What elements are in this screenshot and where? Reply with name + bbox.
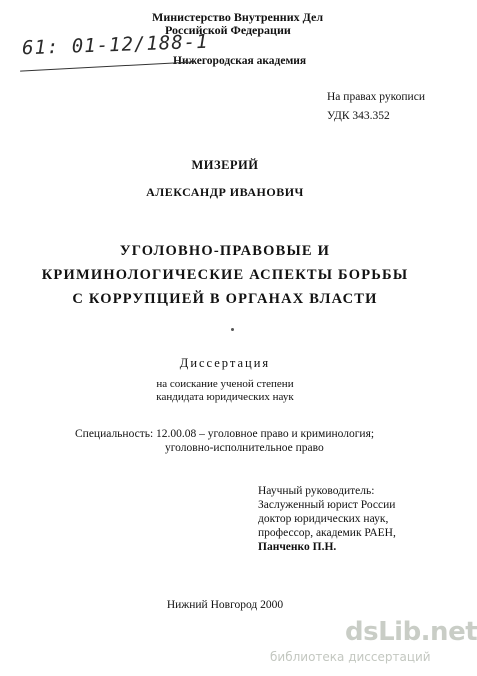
specialty-line-1: Специальность: 12.00.08 – уголовное право и криминология; bbox=[75, 428, 375, 440]
handwritten-underline bbox=[20, 61, 195, 71]
manuscript-rights-note: На правах рукописи bbox=[327, 91, 425, 103]
degree-line-2: кандидата юридических наук bbox=[156, 391, 294, 403]
ministry-name: Министерство Внутренних Дел bbox=[152, 10, 324, 24]
watermark-logo: dsLib.net bbox=[345, 617, 477, 647]
handwritten-archive-code: 61: 01-12/188-1 bbox=[21, 30, 209, 60]
dissertation-title-line-1: УГОЛОВНО-ПРАВОВЫЕ И bbox=[119, 243, 331, 259]
supervisor-title-1: Заслуженный юрист России bbox=[258, 499, 396, 511]
specialty-line-2: уголовно-исполнительное право bbox=[165, 442, 324, 454]
degree-line-1: на соискание ученой степени bbox=[156, 378, 294, 390]
supervisor-heading: Научный руководитель: bbox=[258, 485, 375, 497]
academy-name: Нижегородская академия bbox=[173, 55, 307, 67]
federation-name: Российской Федерации bbox=[165, 23, 291, 37]
supervisor-title-2: доктор юридических наук, bbox=[258, 513, 389, 525]
dissertation-title-line-3: С КОРРУПЦИЕЙ В ОРГАНАХ ВЛАСТИ bbox=[72, 291, 378, 307]
work-genre: Диссертация bbox=[179, 356, 271, 370]
supervisor-name: Панченко П.Н. bbox=[258, 541, 337, 553]
author-surname: МИЗЕРИЙ bbox=[191, 158, 259, 172]
supervisor-title-3: профессор, академик РАЕН, bbox=[258, 527, 396, 539]
dissertation-title-line-2: КРИМИНОЛОГИЧЕСКИЕ АСПЕКТЫ БОРЬБЫ bbox=[41, 267, 409, 283]
city-and-year: Нижний Новгород 2000 bbox=[166, 599, 284, 611]
udc-code: УДК 343.352 bbox=[327, 110, 390, 122]
scan-speck bbox=[231, 328, 234, 331]
author-given-names: АЛЕКСАНДР ИВАНОВИЧ bbox=[146, 185, 304, 199]
watermark-tagline: библиотека диссертаций bbox=[270, 650, 431, 664]
